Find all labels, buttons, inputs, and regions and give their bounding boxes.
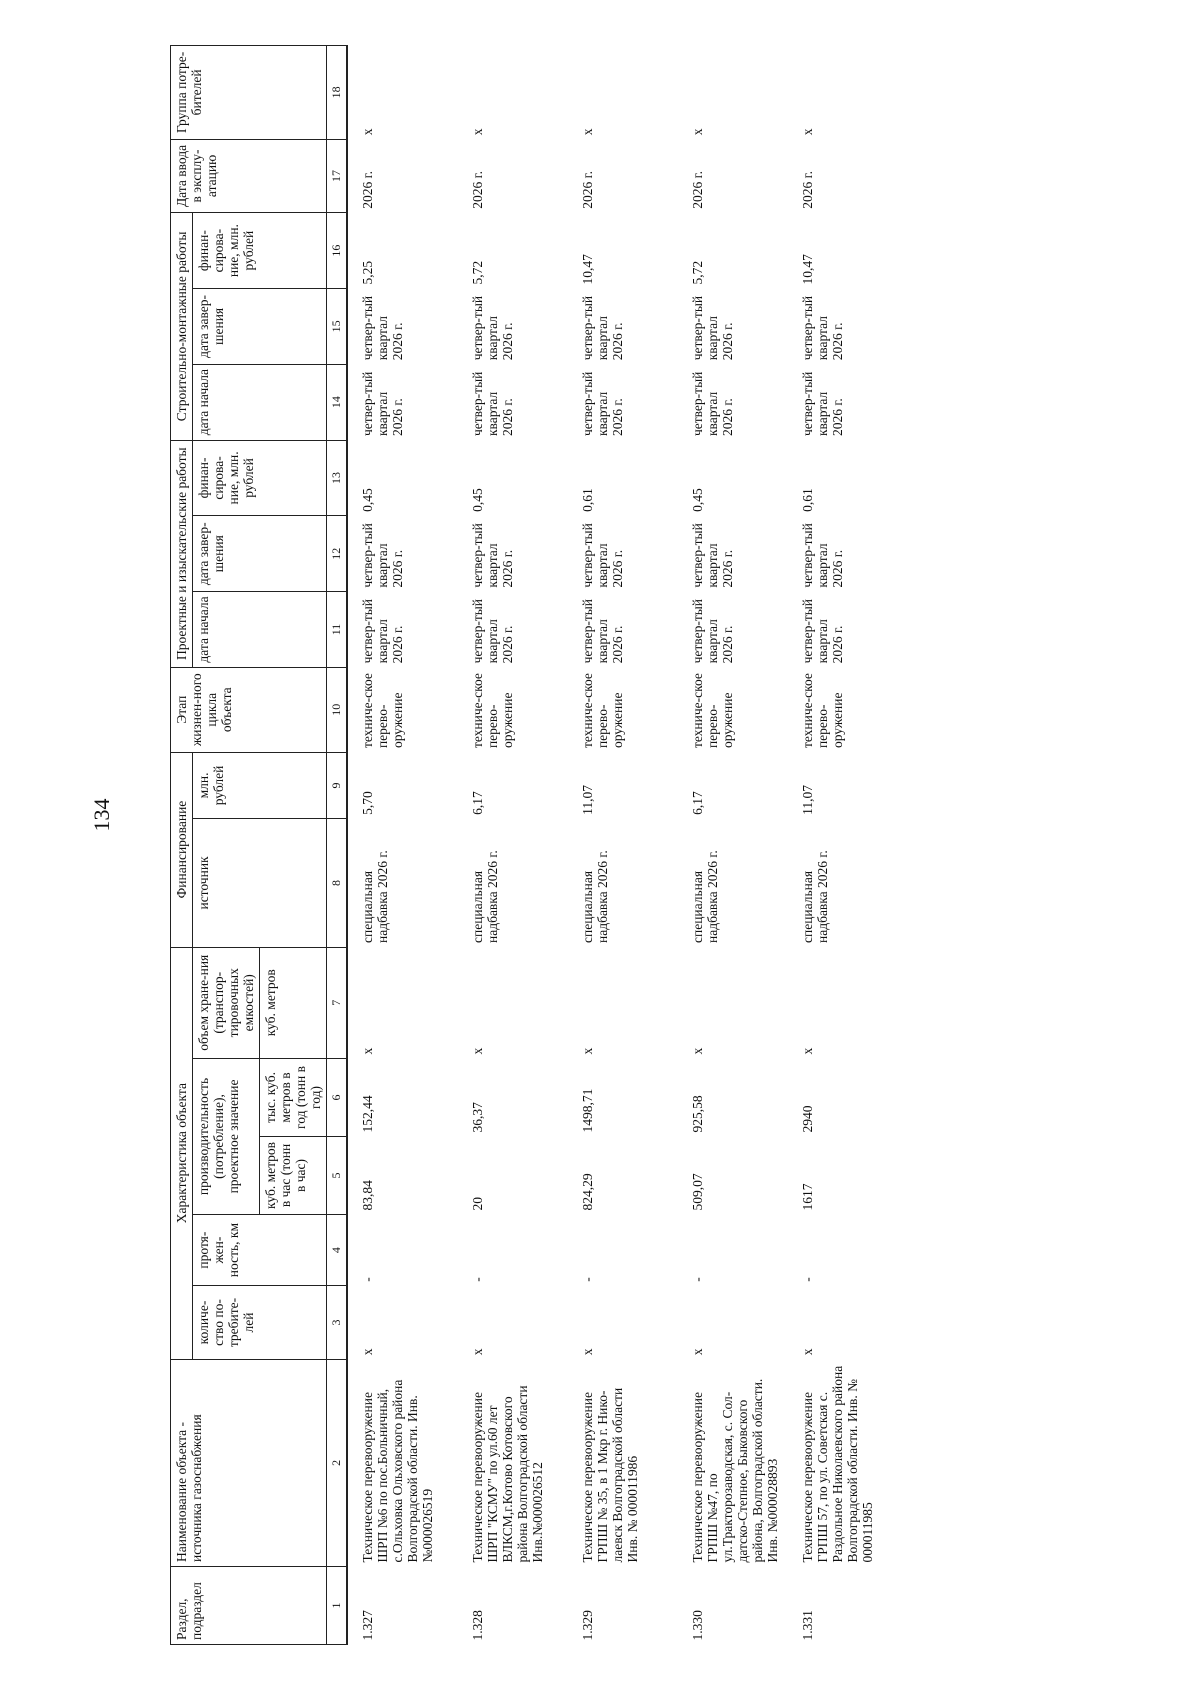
- row-construction-start: четвер-тый квартал 2026 г.: [690, 371, 735, 437]
- row-storage: x: [360, 1047, 375, 1055]
- row-design-financing: 0,45: [470, 488, 485, 512]
- col-number: 4: [327, 1214, 348, 1285]
- header-construction-financing: финан-сирова-ние, млн. рублей: [193, 213, 327, 289]
- row-commissioning-date: 2026 г.: [470, 170, 485, 209]
- col-number: 1: [327, 1567, 348, 1645]
- row-design-end: четвер-тый квартал 2026 г.: [360, 523, 405, 588]
- table-row: [458, 46, 568, 1645]
- row-funding-source: специальная надбавка 2026 г.: [800, 850, 830, 944]
- row-funding-amount: 11,07: [580, 785, 595, 815]
- row-section: 1.331: [800, 1610, 815, 1641]
- col-number: 16: [327, 213, 348, 289]
- col-number: 17: [327, 139, 348, 213]
- row-construction-financing: 5,72: [470, 260, 485, 285]
- row-lifecycle-stage: техниче-ское перево-оружение: [800, 673, 845, 749]
- gas-objects-table: [170, 45, 898, 1645]
- header-capacity-hour: куб. метров в час (тонн в час): [260, 1136, 327, 1214]
- row-design-financing: 0,45: [360, 488, 375, 512]
- row-commissioning-date: 2026 г.: [690, 170, 705, 209]
- col-number: 3: [327, 1286, 348, 1360]
- row-construction-end: четвер-тый квартал 2026 г.: [580, 295, 625, 361]
- row-funding-amount: 6,17: [690, 791, 705, 815]
- row-capacity-hour: 83,84: [360, 1180, 375, 1211]
- row-design-start: четвер-тый квартал 2026 г.: [580, 598, 625, 664]
- header-storage: объем хране-ния (транспор-тировочных емкостей): [193, 947, 260, 1058]
- row-capacity-hour: 509,07: [690, 1173, 705, 1211]
- row-object-name: Техническое перевооружение ГРПШ № 35, в 1 Мкр г. Нико-лаевск Волгоградской области Инв. № 000011986: [580, 1387, 640, 1563]
- col-number: 8: [327, 819, 348, 947]
- col-number: 10: [327, 667, 348, 752]
- header-amount: млн. рублей: [193, 752, 327, 819]
- row-section: 1.327: [360, 1610, 375, 1641]
- row-construction-end: четвер-тый квартал 2026 г.: [800, 295, 845, 361]
- row-capacity-year: 2940: [800, 1105, 815, 1133]
- row-consumers: x: [580, 1348, 595, 1356]
- header-construction-end: дата завер-шения: [193, 289, 327, 365]
- row-storage: x: [800, 1047, 815, 1055]
- row-lifecycle-stage: техниче-ское перево-оружение: [360, 673, 405, 749]
- row-length: -: [580, 1277, 595, 1282]
- row-capacity-year: 1498,71: [580, 1088, 595, 1133]
- row-commissioning-date: 2026 г.: [800, 170, 815, 209]
- header-length: протя-жен-ность, км: [193, 1214, 327, 1285]
- row-design-start: четвер-тый квартал 2026 г.: [360, 598, 405, 664]
- table-body: [347, 46, 898, 1645]
- row-consumers: x: [360, 1348, 375, 1356]
- col-number: 5: [327, 1136, 348, 1214]
- row-consumers: x: [690, 1348, 705, 1356]
- row-capacity-year: 152,44: [360, 1095, 375, 1133]
- row-design-start: четвер-тый квартал 2026 г.: [470, 598, 515, 664]
- row-consumers: x: [800, 1348, 815, 1356]
- row-construction-end: четвер-тый квартал 2026 г.: [690, 295, 735, 361]
- col-number: 6: [327, 1058, 348, 1136]
- row-design-financing: 0,61: [580, 488, 595, 512]
- row-capacity-hour: 20: [470, 1196, 485, 1211]
- row-funding-amount: 11,07: [800, 785, 815, 815]
- table-row: [568, 46, 678, 1645]
- row-construction-start: четвер-тый квартал 2026 г.: [580, 371, 625, 437]
- row-funding-amount: 6,17: [470, 791, 485, 815]
- col-number: 15: [327, 289, 348, 365]
- row-consumer-group: x: [470, 128, 485, 136]
- row-funding-source: специальная надбавка 2026 г.: [470, 850, 500, 944]
- row-funding-amount: 5,70: [360, 791, 375, 815]
- header-source: источник: [193, 819, 327, 947]
- row-capacity-hour: 1617: [800, 1183, 815, 1211]
- rotated-table-container: [170, 45, 1200, 1645]
- row-object-name: Техническое перевооружение ШРП "КСМУ" по ул.60 лет ВЛКСМ,г.Котово Котовского района Волгоградской области Инв.№000026512: [470, 1385, 545, 1563]
- col-number: 11: [327, 592, 348, 668]
- row-object-name: Техническое перевооружение ГРПШ 57, по ул. Советская с. Раздольное Николаевского района Волгоградской области. Инв. № 000011985: [800, 1365, 875, 1563]
- row-length: -: [690, 1277, 705, 1282]
- row-storage: x: [580, 1047, 595, 1055]
- header-design-financing: финан-сирова-ние, млн. рублей: [193, 440, 327, 516]
- row-length: -: [800, 1277, 815, 1282]
- header-capacity-year: тыс. куб. метров в год (тонн в год): [260, 1058, 327, 1136]
- header-consumer-group: Группа потре-бителей: [171, 46, 327, 140]
- header-design-end: дата завер-шения: [193, 516, 327, 592]
- header-design-start: дата начала: [193, 592, 327, 668]
- row-construction-start: четвер-тый квартал 2026 г.: [360, 371, 405, 437]
- row-object-name: Техническое перевооружение ШРП №6 по пос.Больничный, с.Ольховка Ольховского района Волгоградской области. Инв.№000026519: [360, 1379, 435, 1563]
- row-lifecycle-stage: техниче-ское перево-оружение: [580, 673, 625, 749]
- row-construction-financing: 5,25: [360, 260, 375, 285]
- row-capacity-year: 36,37: [470, 1102, 485, 1133]
- header-name: Наименование объекта - источника газоснабжения: [171, 1359, 327, 1566]
- row-design-end: четвер-тый квартал 2026 г.: [800, 523, 845, 588]
- row-design-start: четвер-тый квартал 2026 г.: [800, 598, 845, 664]
- row-section: 1.329: [580, 1610, 595, 1641]
- row-commissioning-date: 2026 г.: [580, 170, 595, 209]
- header-section: Раздел, подраздел: [171, 1567, 327, 1645]
- page-number: 134: [89, 798, 114, 832]
- row-consumer-group: x: [690, 128, 705, 136]
- row-design-end: четвер-тый квартал 2026 г.: [470, 523, 515, 588]
- row-funding-source: специальная надбавка 2026 г.: [360, 850, 390, 944]
- header-characteristics: Характеристика объекта: [171, 947, 193, 1359]
- col-number: 18: [327, 46, 348, 140]
- header-design-works: Проектные и изыскательские работы: [171, 440, 193, 667]
- col-number: 14: [327, 364, 348, 440]
- row-length: -: [360, 1277, 375, 1282]
- header-consumers-count: количе-ство по-требите-лей: [193, 1286, 327, 1360]
- row-funding-source: специальная надбавка 2026 г.: [580, 850, 610, 944]
- row-object-name: Техническое перевооружение ГРПШ №47, по ул.Тракторозаводская, с. Сол-датско-Степное, Быковского района, Волгоградской области. Инв. №000028893: [690, 1378, 780, 1563]
- row-capacity-year: 925,58: [690, 1095, 705, 1133]
- row-design-start: четвер-тый квартал 2026 г.: [690, 598, 735, 664]
- row-consumer-group: x: [580, 128, 595, 136]
- row-consumer-group: x: [360, 128, 375, 136]
- col-number: 13: [327, 440, 348, 516]
- row-construction-start: четвер-тый квартал 2026 г.: [470, 371, 515, 437]
- header-capacity: производительность (потребление), проектное значение: [193, 1058, 260, 1214]
- row-design-end: четвер-тый квартал 2026 г.: [690, 523, 735, 588]
- row-construction-financing: 10,47: [800, 254, 815, 285]
- row-construction-end: четвер-тый квартал 2026 г.: [360, 295, 405, 361]
- row-consumers: x: [470, 1348, 485, 1356]
- col-number: 12: [327, 516, 348, 592]
- row-section: 1.330: [690, 1610, 705, 1641]
- header-storage-unit: куб. метров: [260, 947, 327, 1058]
- row-capacity-hour: 824,29: [580, 1173, 595, 1211]
- row-consumer-group: x: [800, 128, 815, 136]
- row-storage: x: [690, 1047, 705, 1055]
- row-design-end: четвер-тый квартал 2026 г.: [580, 523, 625, 588]
- row-commissioning-date: 2026 г.: [360, 170, 375, 209]
- table-row: [788, 46, 898, 1645]
- col-number: 7: [327, 947, 348, 1058]
- row-construction-financing: 10,47: [580, 254, 595, 285]
- table-row: [678, 46, 788, 1645]
- row-lifecycle-stage: техниче-ское перево-оружение: [690, 673, 735, 749]
- row-lifecycle-stage: техниче-ское перево-оружение: [470, 673, 515, 749]
- header-construction-start: дата начала: [193, 364, 327, 440]
- header-lifecycle: Этап жизнен-ного цикла объекта: [171, 667, 327, 752]
- row-construction-end: четвер-тый квартал 2026 г.: [470, 295, 515, 361]
- header-financing: Финансирование: [171, 752, 193, 947]
- row-funding-source: специальная надбавка 2026 г.: [690, 850, 720, 944]
- row-length: -: [470, 1277, 485, 1282]
- col-number: 2: [327, 1359, 348, 1566]
- table-row: [347, 46, 458, 1645]
- row-construction-financing: 5,72: [690, 260, 705, 285]
- header-construction-works: Строительно-монтажные работы: [171, 213, 193, 440]
- row-design-financing: 0,45: [690, 488, 705, 512]
- row-design-financing: 0,61: [800, 488, 815, 512]
- header-commissioning-date: Дата ввода в эксплу-атацию: [171, 139, 327, 213]
- table-header: [171, 46, 348, 1645]
- row-construction-start: четвер-тый квартал 2026 г.: [800, 371, 845, 437]
- row-section: 1.328: [470, 1610, 485, 1641]
- row-storage: x: [470, 1047, 485, 1055]
- col-number: 9: [327, 752, 348, 819]
